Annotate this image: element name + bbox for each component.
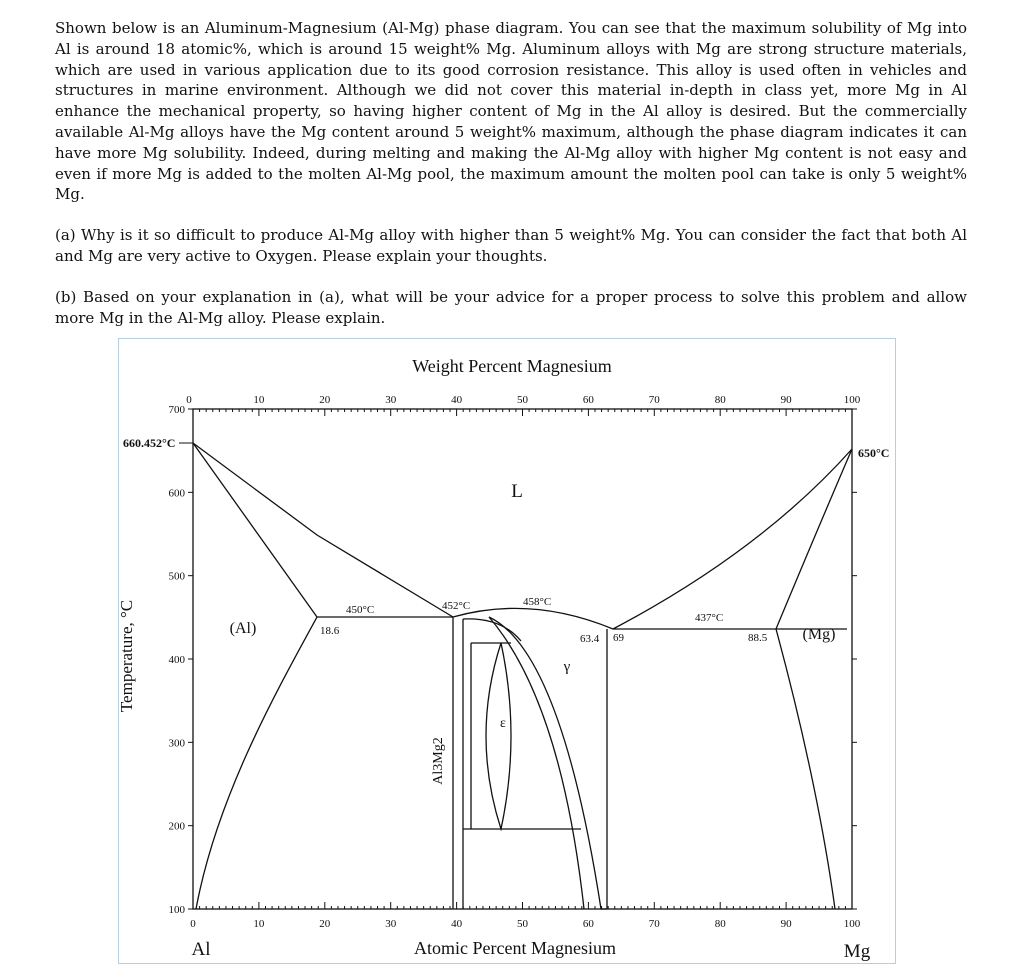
gamma-region-label: γ (563, 659, 571, 675)
y-tick-label: 400 (168, 654, 185, 666)
top-tick-label: 40 (451, 394, 463, 406)
temp-450-label: 450°C (346, 604, 375, 616)
bottom-tick-label: 80 (714, 918, 726, 930)
top-tick-label: 50 (517, 394, 528, 406)
top-tick-label: 60 (582, 394, 594, 406)
comp-69-label: 69 (613, 632, 624, 644)
bottom-tick-label: 0 (190, 918, 196, 930)
top-tick-label: 10 (253, 394, 265, 406)
top-axis-title: Weight Percent Magnesium (412, 356, 612, 376)
axis-ticks (169, 394, 861, 930)
top-tick-label: 80 (714, 394, 726, 406)
bottom-tick-label: 40 (451, 918, 463, 930)
top-tick-label: 90 (780, 394, 792, 406)
bottom-tick-label: 50 (517, 918, 528, 930)
epsilon-lens (486, 643, 511, 829)
top-tick-label: 100 (843, 394, 861, 406)
epsilon-region-label: ε (500, 716, 506, 731)
solvus-mg (776, 629, 835, 909)
al-solid-region-label: (Al) (229, 620, 257, 637)
y-axis-title: Temperature, °C (117, 599, 136, 713)
liquid-region-label: L (511, 481, 523, 502)
temp-437-label: 437°C (695, 612, 724, 624)
bottom-tick-label: 60 (582, 918, 594, 930)
top-tick-label: 30 (385, 394, 397, 406)
bottom-tick-label: 90 (780, 918, 792, 930)
problem-text (55, 18, 967, 348)
al-melting-point-label: 660.452°C (123, 436, 176, 450)
phase-diagram-figure (118, 338, 896, 964)
mg-melting-point-label: 650°C (858, 446, 890, 460)
gamma-boundary-left (463, 619, 521, 641)
solvus-al (196, 617, 317, 909)
bottom-tick-label: 20 (319, 918, 331, 930)
intro-paragraph: Shown below is an Aluminum-Magnesium (Al-Mg) phase diagram. You can see that the maximum solubility of Mg into Al is around 18 atomic%, which is around 15 weight% Mg. Aluminum alloys with Mg are strong structure materials, which are used in various application due to its good corrosion resistance. This alloy is used often in vehicles and structures in marine environment. Although we did not cover this material in-depth in class yet, more Mg in Al enhance the mechanical property, so having higher content of Mg in the Al alloy is desired. But the commercially available Al-Mg alloys have the Mg content around 5 weight% maximum, although the phase diagram indicates it can have more Mg solubility. Indeed, during melting and making the Al-Mg alloy with higher Mg content is not easy and even if more Mg is added to the molten Al-Mg pool, the maximum amount the molten pool can take is only 5 weight% Mg. (55, 19, 967, 204)
solidus-mg (776, 449, 852, 629)
part-a-question: (a) Why is it so difficult to produce Al-Mg alloy with higher than 5 weight% Mg. You can consider the fact that both Al and Mg are very active to Oxygen. Please explain your thoughts. (55, 226, 967, 265)
top-tick-label: 70 (648, 394, 660, 406)
comp-63-4-label: 63.4 (580, 633, 600, 645)
part-b-question: (b) Based on your explanation in (a), what will be your advice for a proper process to solve this problem and allow more Mg in the Al-Mg alloy. Please explain. (55, 287, 967, 327)
gamma-liquidus (489, 617, 601, 909)
solidus-al (193, 443, 317, 617)
bottom-axis-title: Atomic Percent Magnesium (414, 938, 616, 958)
left-element-label: Al (191, 939, 211, 960)
y-tick-label: 700 (168, 404, 185, 416)
y-tick-label: 600 (168, 487, 185, 500)
comp-88-5-label: 88.5 (748, 632, 768, 644)
y-tick-label: 300 (168, 737, 185, 750)
temp-458-label: 458°C (523, 596, 552, 608)
y-tick-label: 500 (168, 570, 185, 583)
top-tick-label: 20 (319, 394, 331, 406)
comp-18-6-label: 18.6 (320, 625, 340, 637)
bottom-tick-label: 70 (648, 918, 660, 930)
y-tick-label: 200 (168, 820, 185, 833)
liquidus-mg-side (613, 449, 852, 629)
bottom-tick-label: 100 (843, 918, 861, 930)
beta-phase-label: Al3Mg2 (431, 737, 446, 785)
right-element-label: Mg (843, 941, 871, 962)
liquidus-al-side (193, 443, 453, 617)
top-tick-label: 0 (186, 394, 192, 406)
bottom-tick-label: 30 (385, 918, 397, 930)
bottom-tick-label: 10 (253, 918, 265, 930)
mg-solid-region-label: (Mg) (802, 626, 836, 643)
temp-452-label: 452°C (442, 600, 471, 612)
al-mg-phase-diagram (119, 339, 895, 963)
y-tick-label: 100 (168, 904, 185, 916)
